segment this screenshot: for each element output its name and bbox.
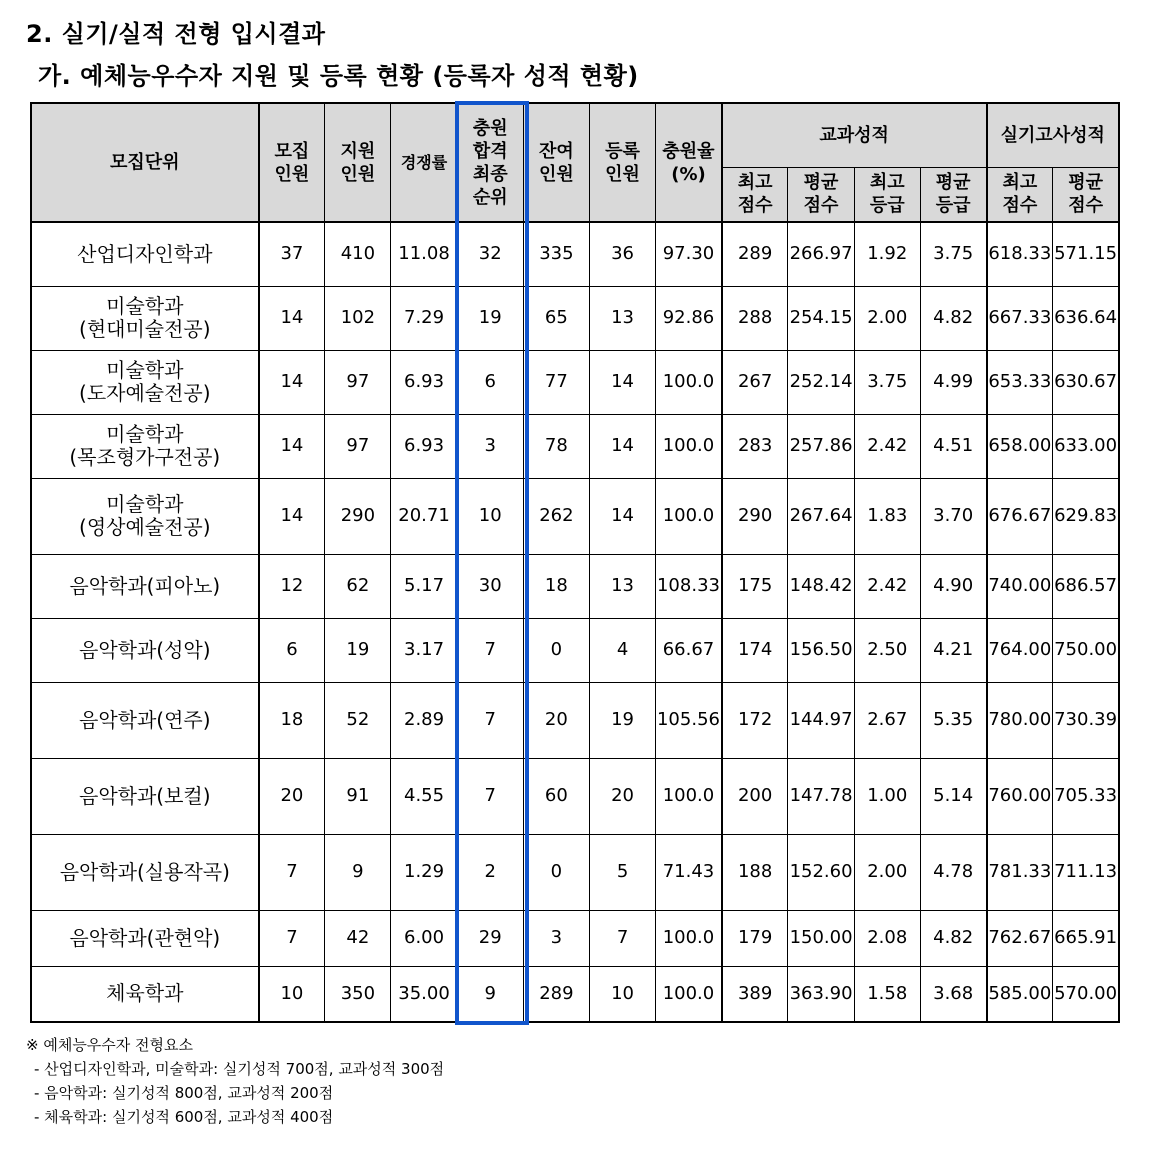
value-cell: 7 xyxy=(589,910,655,966)
unit-label: 음악학과(보컬) xyxy=(79,783,211,808)
value-cell: 42 xyxy=(325,910,391,966)
value-cell: 4.90 xyxy=(920,554,986,618)
unit-label: 체육학과 xyxy=(106,981,184,1006)
value-cell: 262 xyxy=(523,478,589,554)
value-cell: 100.0 xyxy=(656,350,722,414)
value-cell: 92.86 xyxy=(656,286,722,350)
value-cell: 100.0 xyxy=(656,758,722,834)
value-cell: 65 xyxy=(523,286,589,350)
table-row xyxy=(31,350,1119,414)
table-row xyxy=(31,966,1119,1022)
unit-label: (현대미술전공) xyxy=(79,317,211,341)
unit-cell xyxy=(31,834,259,910)
header-practical-group: 실기고사성적 xyxy=(987,103,1120,167)
value-cell: 350 xyxy=(325,966,391,1022)
value-cell: 14 xyxy=(589,478,655,554)
value-cell: 2.00 xyxy=(854,286,920,350)
value-cell: 9 xyxy=(325,834,391,910)
section-subheading: 가. 예체능우수자 지원 및 등록 현황 (등록자 성적 현황) xyxy=(38,62,639,90)
value-cell: 711.13 xyxy=(1053,834,1119,910)
value-cell: 667.33 xyxy=(987,286,1053,350)
value-cell: 6 xyxy=(457,350,523,414)
value-cell: 13 xyxy=(589,554,655,618)
admission-results-table xyxy=(30,102,1120,1023)
value-cell: 14 xyxy=(259,286,325,350)
value-cell: 77 xyxy=(523,350,589,414)
value-cell: 676.67 xyxy=(987,478,1053,554)
header-fill-rate: 충원율 (%) xyxy=(656,103,722,222)
value-cell: 91 xyxy=(325,758,391,834)
value-cell: 283 xyxy=(722,414,788,478)
value-cell: 5 xyxy=(589,834,655,910)
value-cell: 100.0 xyxy=(656,478,722,554)
value-cell: 2.42 xyxy=(854,554,920,618)
value-cell: 20 xyxy=(523,682,589,758)
value-cell: 570.00 xyxy=(1053,966,1119,1022)
value-cell: 35.00 xyxy=(391,966,457,1022)
value-cell: 14 xyxy=(589,350,655,414)
unit-label: (도자예술전공) xyxy=(79,381,211,405)
value-cell: 2.89 xyxy=(391,682,457,758)
value-cell: 12 xyxy=(259,554,325,618)
value-cell: 4.82 xyxy=(920,910,986,966)
note-line: - 음악학과: 실기성적 800점, 교과성적 200점 xyxy=(34,1084,334,1102)
value-cell: 0 xyxy=(523,834,589,910)
value-cell: 144.97 xyxy=(788,682,854,758)
value-cell: 629.83 xyxy=(1053,478,1119,554)
value-cell: 147.78 xyxy=(788,758,854,834)
value-cell: 29 xyxy=(457,910,523,966)
table-row xyxy=(31,414,1119,478)
value-cell: 252.14 xyxy=(788,350,854,414)
value-cell: 20 xyxy=(259,758,325,834)
note-line: ※ 예체능우수자 전형요소 xyxy=(26,1036,194,1054)
value-cell: 7 xyxy=(259,834,325,910)
value-cell: 3 xyxy=(457,414,523,478)
unit-cell xyxy=(31,618,259,682)
note-line: - 산업디자인학과, 미술학과: 실기성적 700점, 교과성적 300점 xyxy=(34,1060,445,1078)
unit-cell xyxy=(31,286,259,350)
value-cell: 3.75 xyxy=(854,350,920,414)
value-cell: 618.33 xyxy=(987,222,1053,286)
header-ratio: 경쟁률 xyxy=(391,103,457,222)
unit-cell xyxy=(31,350,259,414)
table-row xyxy=(31,910,1119,966)
value-cell: 2.08 xyxy=(854,910,920,966)
value-cell: 2 xyxy=(457,834,523,910)
unit-cell xyxy=(31,478,259,554)
table-row xyxy=(31,618,1119,682)
header-sub-avg-grade: 평균 등급 xyxy=(920,167,986,222)
value-cell: 1.00 xyxy=(854,758,920,834)
value-cell: 636.64 xyxy=(1053,286,1119,350)
value-cell: 290 xyxy=(325,478,391,554)
value-cell: 105.56 xyxy=(656,682,722,758)
value-cell: 37 xyxy=(259,222,325,286)
value-cell: 19 xyxy=(325,618,391,682)
table-row xyxy=(31,682,1119,758)
value-cell: 200 xyxy=(722,758,788,834)
value-cell: 4.99 xyxy=(920,350,986,414)
value-cell: 188 xyxy=(722,834,788,910)
header-prac-max-score: 최고 점수 xyxy=(987,167,1053,222)
value-cell: 175 xyxy=(722,554,788,618)
value-cell: 705.33 xyxy=(1053,758,1119,834)
value-cell: 100.0 xyxy=(656,414,722,478)
value-cell: 5.17 xyxy=(391,554,457,618)
value-cell: 6 xyxy=(259,618,325,682)
value-cell: 10 xyxy=(457,478,523,554)
value-cell: 97 xyxy=(325,350,391,414)
value-cell: 585.00 xyxy=(987,966,1053,1022)
value-cell: 1.58 xyxy=(854,966,920,1022)
value-cell: 6.93 xyxy=(391,414,457,478)
value-cell: 156.50 xyxy=(788,618,854,682)
value-cell: 4.55 xyxy=(391,758,457,834)
value-cell: 335 xyxy=(523,222,589,286)
value-cell: 5.14 xyxy=(920,758,986,834)
value-cell: 289 xyxy=(523,966,589,1022)
value-cell: 18 xyxy=(523,554,589,618)
value-cell: 0 xyxy=(523,618,589,682)
value-cell: 62 xyxy=(325,554,391,618)
value-cell: 14 xyxy=(259,414,325,478)
value-cell: 2.00 xyxy=(854,834,920,910)
value-cell: 10 xyxy=(259,966,325,1022)
section-heading: 2. 실기/실적 전형 입시결과 xyxy=(26,20,326,48)
value-cell: 730.39 xyxy=(1053,682,1119,758)
value-cell: 66.67 xyxy=(656,618,722,682)
table-row xyxy=(31,834,1119,910)
value-cell: 4 xyxy=(589,618,655,682)
header-recruit: 모집 인원 xyxy=(259,103,325,222)
value-cell: 2.67 xyxy=(854,682,920,758)
value-cell: 150.00 xyxy=(788,910,854,966)
value-cell: 32 xyxy=(457,222,523,286)
header-subject-group: 교과성적 xyxy=(722,103,987,167)
value-cell: 108.33 xyxy=(656,554,722,618)
value-cell: 7.29 xyxy=(391,286,457,350)
unit-label: (영상예술전공) xyxy=(79,515,211,539)
unit-cell xyxy=(31,966,259,1022)
unit-label: 음악학과(성악) xyxy=(79,637,211,662)
value-cell: 60 xyxy=(523,758,589,834)
header-final-rank: 충원 합격 최종 순위 xyxy=(457,103,523,222)
value-cell: 7 xyxy=(259,910,325,966)
header-registered: 등록 인원 xyxy=(589,103,655,222)
value-cell: 152.60 xyxy=(788,834,854,910)
unit-label: (목조형가구전공) xyxy=(69,445,221,469)
value-cell: 289 xyxy=(722,222,788,286)
value-cell: 97 xyxy=(325,414,391,478)
value-cell: 20.71 xyxy=(391,478,457,554)
header-unit: 모집단위 xyxy=(31,103,259,222)
value-cell: 100.0 xyxy=(656,910,722,966)
value-cell: 633.00 xyxy=(1053,414,1119,478)
header-sub-max-score: 최고 점수 xyxy=(722,167,788,222)
value-cell: 266.97 xyxy=(788,222,854,286)
value-cell: 780.00 xyxy=(987,682,1053,758)
value-cell: 267 xyxy=(722,350,788,414)
unit-label: 음악학과(관현악) xyxy=(69,925,221,950)
unit-label: 음악학과(실용작곡) xyxy=(59,859,230,884)
value-cell: 410 xyxy=(325,222,391,286)
value-cell: 3.70 xyxy=(920,478,986,554)
unit-cell xyxy=(31,682,259,758)
value-cell: 4.82 xyxy=(920,286,986,350)
value-cell: 97.30 xyxy=(656,222,722,286)
value-cell: 5.35 xyxy=(920,682,986,758)
value-cell: 7 xyxy=(457,758,523,834)
value-cell: 19 xyxy=(589,682,655,758)
note-line: - 체육학과: 실기성적 600점, 교과성적 400점 xyxy=(34,1108,334,1126)
value-cell: 20 xyxy=(589,758,655,834)
unit-label: 미술학과 xyxy=(106,422,184,446)
value-cell: 257.86 xyxy=(788,414,854,478)
value-cell: 571.15 xyxy=(1053,222,1119,286)
value-cell: 30 xyxy=(457,554,523,618)
table-row xyxy=(31,554,1119,618)
value-cell: 630.67 xyxy=(1053,350,1119,414)
value-cell: 686.57 xyxy=(1053,554,1119,618)
value-cell: 290 xyxy=(722,478,788,554)
value-cell: 14 xyxy=(589,414,655,478)
header-applicants: 지원 인원 xyxy=(325,103,391,222)
value-cell: 11.08 xyxy=(391,222,457,286)
value-cell: 148.42 xyxy=(788,554,854,618)
value-cell: 4.78 xyxy=(920,834,986,910)
notes xyxy=(26,1033,444,1129)
value-cell: 1.29 xyxy=(391,834,457,910)
value-cell: 389 xyxy=(722,966,788,1022)
value-cell: 740.00 xyxy=(987,554,1053,618)
unit-label: 음악학과(피아노) xyxy=(69,573,221,598)
value-cell: 2.42 xyxy=(854,414,920,478)
value-cell: 750.00 xyxy=(1053,618,1119,682)
value-cell: 658.00 xyxy=(987,414,1053,478)
header-sub-max-grade: 최고 등급 xyxy=(854,167,920,222)
unit-cell xyxy=(31,222,259,286)
value-cell: 363.90 xyxy=(788,966,854,1022)
value-cell: 764.00 xyxy=(987,618,1053,682)
header-remaining: 잔여 인원 xyxy=(523,103,589,222)
value-cell: 6.93 xyxy=(391,350,457,414)
value-cell: 78 xyxy=(523,414,589,478)
table-row xyxy=(31,758,1119,834)
value-cell: 6.00 xyxy=(391,910,457,966)
value-cell: 267.64 xyxy=(788,478,854,554)
value-cell: 3.68 xyxy=(920,966,986,1022)
value-cell: 7 xyxy=(457,618,523,682)
table-body xyxy=(31,222,1119,1022)
unit-cell xyxy=(31,554,259,618)
value-cell: 14 xyxy=(259,350,325,414)
value-cell: 762.67 xyxy=(987,910,1053,966)
value-cell: 781.33 xyxy=(987,834,1053,910)
value-cell: 653.33 xyxy=(987,350,1053,414)
unit-label: 미술학과 xyxy=(106,294,184,318)
value-cell: 1.92 xyxy=(854,222,920,286)
value-cell: 179 xyxy=(722,910,788,966)
value-cell: 36 xyxy=(589,222,655,286)
value-cell: 14 xyxy=(259,478,325,554)
value-cell: 3 xyxy=(523,910,589,966)
value-cell: 19 xyxy=(457,286,523,350)
value-cell: 760.00 xyxy=(987,758,1053,834)
unit-label: 산업디자인학과 xyxy=(77,241,213,266)
value-cell: 102 xyxy=(325,286,391,350)
unit-cell xyxy=(31,910,259,966)
value-cell: 2.50 xyxy=(854,618,920,682)
value-cell: 52 xyxy=(325,682,391,758)
unit-cell xyxy=(31,414,259,478)
value-cell: 254.15 xyxy=(788,286,854,350)
value-cell: 172 xyxy=(722,682,788,758)
value-cell: 13 xyxy=(589,286,655,350)
value-cell: 10 xyxy=(589,966,655,1022)
value-cell: 665.91 xyxy=(1053,910,1119,966)
value-cell: 7 xyxy=(457,682,523,758)
value-cell: 18 xyxy=(259,682,325,758)
value-cell: 100.0 xyxy=(656,966,722,1022)
value-cell: 174 xyxy=(722,618,788,682)
header-sub-avg-score: 평균 점수 xyxy=(788,167,854,222)
value-cell: 1.83 xyxy=(854,478,920,554)
unit-label: 미술학과 xyxy=(106,358,184,382)
header-prac-avg-score: 평균 점수 xyxy=(1053,167,1119,222)
unit-label: 음악학과(연주) xyxy=(79,707,211,732)
value-cell: 4.51 xyxy=(920,414,986,478)
unit-label: 미술학과 xyxy=(106,492,184,516)
value-cell: 288 xyxy=(722,286,788,350)
table-row xyxy=(31,478,1119,554)
value-cell: 4.21 xyxy=(920,618,986,682)
unit-cell xyxy=(31,758,259,834)
value-cell: 9 xyxy=(457,966,523,1022)
table-row xyxy=(31,286,1119,350)
value-cell: 3.17 xyxy=(391,618,457,682)
value-cell: 71.43 xyxy=(656,834,722,910)
table-row xyxy=(31,222,1119,286)
value-cell: 3.75 xyxy=(920,222,986,286)
